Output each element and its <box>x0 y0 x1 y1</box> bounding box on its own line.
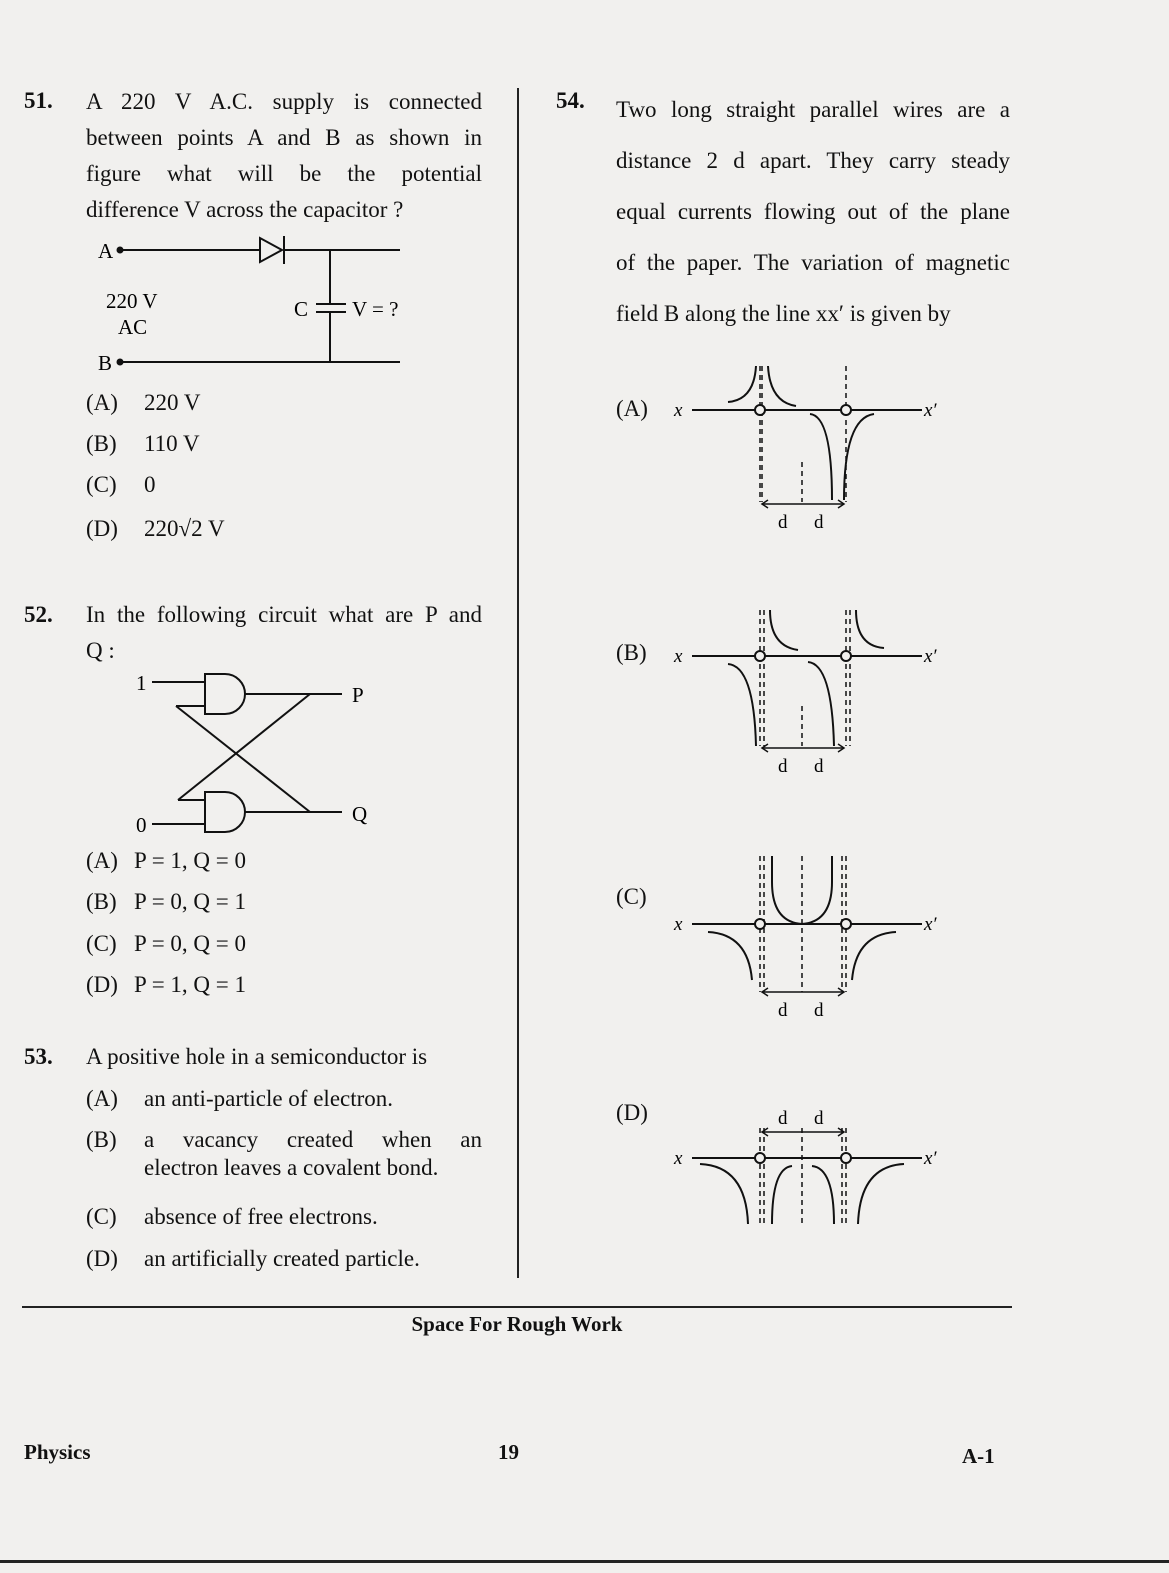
q52-number: 52. <box>24 602 53 627</box>
footer-subject: Physics <box>24 1440 91 1464</box>
option-label: (B) <box>86 889 117 914</box>
q51-cap-label: C <box>294 297 309 321</box>
axis-right-label: x′ <box>924 646 937 667</box>
q51-option-a[interactable] <box>86 390 200 416</box>
q52-option-c[interactable] <box>86 931 246 957</box>
q51-source-type: AC <box>118 315 148 339</box>
option-text-continued: electron leaves a covalent bond. <box>144 1155 439 1180</box>
q52-option-a[interactable] <box>86 848 246 874</box>
q54-line-3: equal currents flowing out of the plane <box>616 199 1010 224</box>
q52-option-d[interactable] <box>86 972 246 998</box>
axis-left-label: x <box>674 646 683 667</box>
q51-line-1: A 220 V A.C. supply is connected <box>86 89 482 114</box>
q53-text: A positive hole in a semiconductor is <box>86 1044 428 1069</box>
q51-text <box>86 84 482 228</box>
option-label: (A) <box>86 390 118 415</box>
axis-left-label: x <box>674 400 683 421</box>
axis-right-label: x′ <box>924 914 937 935</box>
axis-left-label: x <box>674 1148 683 1169</box>
q51-line-2: between points A and B as shown in <box>86 125 482 150</box>
option-text: 220√2 V <box>144 516 225 541</box>
axis-right-label: x′ <box>924 1148 937 1169</box>
option-text: P = 0, Q = 1 <box>134 889 246 914</box>
footer-paper-code: A-1 <box>962 1444 995 1468</box>
option-label: (A) <box>86 848 118 873</box>
option-label: (D) <box>86 1246 118 1271</box>
option-text: 220 V <box>144 390 201 415</box>
axis-right-label: x′ <box>924 400 937 421</box>
q54-option-b[interactable] <box>616 640 647 666</box>
q51-line-3: figure what will be the potential <box>86 161 482 186</box>
dist-label-right: d <box>814 756 824 776</box>
q53-option-a[interactable] <box>86 1086 393 1112</box>
q51-number: 51. <box>24 88 53 113</box>
option-text: absence of free electrons. <box>144 1204 378 1229</box>
q53-option-c[interactable] <box>86 1204 378 1230</box>
option-text: an artificially created particle. <box>144 1246 420 1271</box>
q53-option-b[interactable] <box>86 1127 482 1181</box>
option-label: (C) <box>86 931 117 956</box>
dist-label-left: d <box>778 1000 788 1021</box>
q54-text <box>616 84 1010 339</box>
q52-output-q: Q <box>352 802 368 826</box>
q52-logic-circuit <box>130 668 390 838</box>
q52-input-top: 1 <box>136 671 147 695</box>
option-label: (D) <box>86 972 118 997</box>
option-label: (D) <box>616 1100 648 1125</box>
q54-graph-b <box>668 606 948 776</box>
q54-option-a[interactable] <box>616 396 648 422</box>
q52-output-p: P <box>352 683 364 707</box>
rough-work-heading: Space For Rough Work <box>411 1312 623 1336</box>
q54-graph-a <box>668 362 948 532</box>
option-text: 110 V <box>144 431 200 456</box>
dist-label-left: d <box>778 1108 788 1129</box>
q51-unknown: V = ? <box>352 297 399 321</box>
q54-graph-c <box>668 852 948 1022</box>
q54-number: 54. <box>556 88 585 113</box>
q52-line-2: Q : <box>86 638 115 663</box>
dist-label-right: d <box>814 1108 824 1129</box>
option-label: (B) <box>86 431 117 456</box>
rough-work-divider <box>22 1306 1012 1308</box>
dist-label-left: d <box>778 756 788 776</box>
option-text: P = 1, Q = 1 <box>134 972 246 997</box>
option-text: an anti-particle of electron. <box>144 1086 394 1111</box>
q52-text <box>86 597 482 669</box>
option-label: (B) <box>616 640 647 665</box>
q54-line-5: field B along the line xx′ is given by <box>616 301 951 326</box>
q51-circuit-diagram <box>90 228 410 373</box>
q54-option-d[interactable] <box>616 1100 648 1126</box>
option-text: P = 1, Q = 0 <box>134 848 246 873</box>
q51-source-value: 220 V <box>106 289 158 313</box>
option-label: (C) <box>616 884 647 909</box>
q53-option-d[interactable] <box>86 1246 420 1272</box>
q51-option-b[interactable] <box>86 431 200 457</box>
q51-point-b: B <box>98 351 113 373</box>
q51-option-d[interactable] <box>86 516 225 542</box>
option-label: (B) <box>86 1127 117 1152</box>
dist-label-left: d <box>778 512 788 532</box>
q52-option-b[interactable] <box>86 889 246 915</box>
option-label: (A) <box>616 396 648 421</box>
option-label: (C) <box>86 472 117 497</box>
q51-point-a: A <box>98 239 114 263</box>
option-label: (C) <box>86 1204 117 1229</box>
option-label: (D) <box>86 516 118 541</box>
column-divider <box>517 88 519 1278</box>
q54-line-1: Two long straight parallel wires are a <box>616 97 1010 122</box>
bottom-edge-line <box>0 1560 1169 1563</box>
q51-line-4: difference V across the capacitor ? <box>86 197 404 222</box>
dist-label-right: d <box>814 1000 824 1021</box>
option-label: (A) <box>86 1086 118 1111</box>
q53-number: 53. <box>24 1044 53 1069</box>
q52-line-1: In the following circuit what are P and <box>86 602 482 627</box>
dist-label-right: d <box>814 512 824 532</box>
q54-option-c[interactable] <box>616 884 647 910</box>
option-text: P = 0, Q = 0 <box>134 931 246 956</box>
q51-option-c[interactable] <box>86 472 156 498</box>
q52-input-bottom: 0 <box>136 813 147 837</box>
q54-line-4: of the paper. The variation of magnetic <box>616 250 1010 275</box>
q54-line-2: distance 2 d apart. They carry steady <box>616 148 1010 173</box>
axis-left-label: x <box>674 914 683 935</box>
option-text: 0 <box>144 472 156 497</box>
q54-graph-d <box>668 1106 948 1236</box>
footer-page-number: 19 <box>498 1440 519 1464</box>
option-text: a vacancy created when an <box>144 1127 482 1152</box>
